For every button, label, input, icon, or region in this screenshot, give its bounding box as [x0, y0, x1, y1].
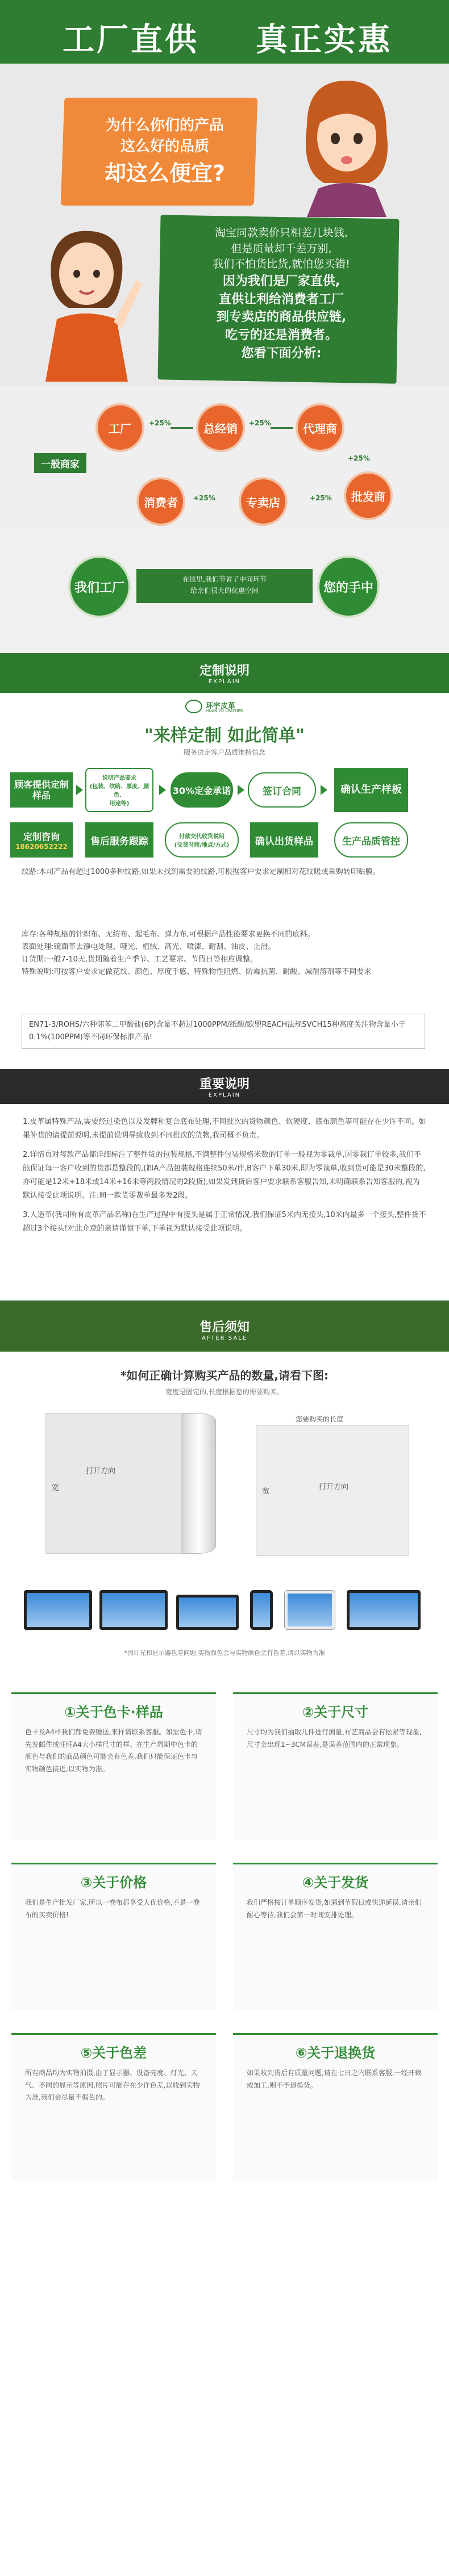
card-shipping: [233, 1863, 438, 2010]
chain-node-factory: 工厂: [95, 403, 144, 452]
direct-banner: [136, 569, 313, 603]
notes-header-cn: 重要说明: [199, 1077, 250, 1092]
card-color-diff-title: ⑤关于色差: [80, 2045, 147, 2061]
card-swatch-text: 色卡及A4样我们都免费赠送,来样请联系客服。如需色卡,请先发邮件或旺旺A4大小样尺寸的样。在生产周期中色卡的颜色与我们的商品颜色可能会有色差,我们只能保证色卡与实物颜色接近,以实物为准。: [25, 1728, 202, 1773]
sheet-open-label: 打开方向: [319, 1483, 349, 1491]
markup-5: +25%: [193, 494, 215, 502]
color-disclaimer: *因灯光和显示器色差问题,实物颜色会与实物颜色会有色差,请以实物为准: [124, 1649, 325, 1657]
custom-details-2: [0, 929, 449, 1062]
roll-diagram: [45, 1413, 182, 1554]
monitor-1: [24, 1590, 92, 1630]
detail-list: [22, 929, 425, 978]
custom-slogan: "来样定制 如此简单": [144, 726, 305, 746]
step-8: 付款交代收货说明 (交货时间/地点/方式): [165, 822, 239, 858]
tablet: [284, 1590, 335, 1630]
intro-section: [0, 64, 449, 386]
markup-1: +25%: [149, 419, 171, 427]
card-size-title: ②关于尺寸: [302, 1704, 369, 1720]
markup-4: +25%: [310, 494, 332, 502]
girl-illustration: [284, 75, 404, 217]
custom-body: [0, 693, 449, 929]
general-merchant-label: 一般商家: [34, 453, 86, 473]
note-1: 1.皮革属特殊产品,需要经过染色以及发牌和复合底布处理,不同批次的货物颜色、软硬度、底布颜色等可能存在少许不同。如果补货的请提前说明,未提前说明导致收到不同批次的货物,我司概不负责。: [23, 1118, 426, 1140]
roll-cylinder: [182, 1413, 216, 1554]
after-header: [0, 1300, 449, 1352]
card-color-diff-text: 所有商品均为实物拍摄,由于显示器、设备亮度、灯光、天气、不同的显示等原因,照片可能存在少许色差,以收到实物为准,我们会尽量不偏色的。: [25, 2069, 200, 2102]
top-banner: [0, 0, 449, 64]
step-9: 售后服务跟踪: [85, 822, 153, 858]
custom-header-en: EXPLAIN: [208, 679, 241, 685]
monitor-2: [99, 1590, 168, 1630]
notes-body: [0, 1104, 449, 1289]
chain-section: [0, 386, 449, 534]
monitor-3: [347, 1590, 421, 1630]
markup-2: +25%: [249, 419, 271, 427]
laptop: [176, 1595, 239, 1630]
info-cards: [0, 1670, 449, 2576]
step-7: 确认出货样品: [250, 822, 318, 858]
step-10: [10, 822, 73, 858]
notes-list: [23, 1115, 426, 1236]
arrow-2: [271, 427, 293, 429]
detail-3: 表面处理:镜面革去静电处理、哑光、植绒、高光、喷漆、耐刮、油皮、止滑。: [22, 943, 276, 952]
detail-5: 特殊说明:可按客户要求定做花纹、颜色、厚度手感、特殊物性阻燃、防霉抗菌、耐酸、减耐溶剂等不同要求: [22, 968, 372, 977]
eco-standard-box: EN71-3/ROHS/六种邻苯二甲酸盐(6P)含量不超过1000PPM/纸酸/欧盟REACH法规SVCH15种高度关注物含量小于0.1%(100PPM)等不同环保标准产品!: [22, 1014, 425, 1049]
brand-logo: [185, 700, 202, 713]
answer-line-3: 我们不怕货比货,就怕您买错!: [213, 258, 350, 271]
step-arrow-2: [159, 785, 166, 795]
step-arrow-3: [238, 785, 244, 795]
card-shipping-text: 我们严格按订单顺序发货,如遇到节假日或快递延误,请亲们耐心等待,我们会第一时间安排处理。: [247, 1898, 422, 1919]
card-return-text: 如果收到货后有质量问题,请在七日之内联系客服,一经开裁或加工,则不予退换货。: [247, 2069, 422, 2089]
chain-node-store: 专卖店: [239, 477, 288, 526]
question-line-2: 这么好的品质: [120, 138, 209, 155]
answer-text: [171, 225, 392, 363]
roll-width-label: 宽: [52, 1484, 60, 1492]
card-swatch: [11, 1692, 216, 1840]
card-shipping-title: ④关于发货: [302, 1875, 369, 1891]
after-header-cn: 售后须知: [199, 1320, 250, 1335]
after-header-en: AFTER SALE: [201, 1335, 248, 1341]
banner-left-title: 工厂直供: [63, 22, 199, 58]
card-return: [233, 2033, 438, 2181]
answer-line-5: 直供让利给消费者工厂: [218, 292, 344, 307]
banner-right-title: 真正实惠: [256, 22, 392, 58]
chain-node-wholesaler: 批发商: [344, 471, 393, 520]
step-5: 确认生产样板: [334, 768, 408, 812]
direct-text-1: 在这里,我们节省了中间环节: [182, 575, 267, 583]
custom-header-cn: 定制说明: [199, 664, 250, 678]
step-10-label: 定制咨询: [23, 831, 60, 842]
question-text: [80, 114, 250, 187]
after-measure: [0, 1352, 449, 1670]
brand-name: 环宇皮革: [206, 702, 236, 710]
answer-line-1: 淘宝同款卖价只相差几块钱,: [214, 227, 348, 239]
chain-node-agent: 代理商: [296, 403, 344, 452]
brand-name-en: HUAN YU LEATHER: [206, 709, 243, 713]
measure-question: *如何正确计算购买产品的数量,请看下图:: [120, 1369, 329, 1382]
answer-line-8: 您看下面分析:: [241, 346, 322, 361]
arrow-1: [171, 427, 193, 429]
notes-header-en: EXPLAIN: [208, 1092, 241, 1098]
chain-node-consumer: 消费者: [136, 477, 185, 526]
card-price-text: 我们是生产批发厂家,所以一卷布都享受大优价格,不是一卷布的买卖价格!: [25, 1898, 200, 1919]
step-2: 说明产品要求 (包装、纹路、厚度、颜色、 用途等): [85, 768, 153, 812]
sheet-length-label: 您要购买的长度: [296, 1415, 344, 1423]
step-arrow-1: [76, 785, 83, 795]
custom-details: [22, 866, 425, 879]
step-3: 30%定金承诺: [171, 772, 233, 808]
direct-section: [0, 534, 449, 653]
direct-node-factory: 我们工厂: [68, 555, 131, 618]
answer-line-6: 到专卖店的商品供应链,: [216, 310, 347, 325]
detail-4: 订货期:一般7-10天,货期随着生产季节、工艺要求、节假日等相应调整。: [22, 955, 258, 964]
question-line-1: 为什么你们的产品: [105, 117, 224, 134]
note-2: 2.详情页对每款产品都详细标注了整件货的包装规格,不满整件包装规格米数的订单一般视为零裁单,因零裁订单较多,我们不能保证每一客户收到的货都是整段的,(卸A产品包装规格连续50米/件,B客户下单30米,即为零裁单,收到货可能是30米整段的,亦可能是12米+18米或14米+16米等两段情况的2段货),如果发到货后客户要求联系客服告知,未明确联系告知客服的,视为默认接受此项说明。注:同一款货零裁单最多发2段。: [23, 1151, 426, 1201]
direct-node-hand: 您的手中: [317, 555, 380, 618]
step-1: 顾客提供定制样品: [10, 772, 73, 808]
woman-illustration: [23, 223, 148, 382]
direct-text-2: 给亲们很大的优惠空间: [190, 587, 259, 595]
phone: [250, 1590, 273, 1630]
roll-open-label: 打开方向: [86, 1467, 116, 1475]
question-line-3: 却这么便宜?: [104, 161, 226, 186]
step-arrow-4: [321, 785, 327, 795]
notes-header: [0, 1069, 449, 1104]
markup-3: +25%: [348, 454, 370, 462]
answer-line-2: 但是质量却千差万别,: [231, 242, 332, 255]
chain-node-distributor: 总经销: [196, 403, 245, 452]
detail-1: 纹路:本司产品有超过1000多种纹路,如果未找到需要的纹路,可根据客户要求定制相对花纹暖或采购转印贴膜。: [22, 868, 380, 876]
card-color-diff: [11, 2033, 216, 2181]
custom-phone[interactable]: 18620652222: [15, 842, 68, 851]
measure-hint: 宽度是固定的,长度根据您的需要购买。: [165, 1388, 284, 1396]
step-6: 生产品质管控: [334, 822, 408, 858]
custom-sub: 服务决定客户品质维持信念: [183, 748, 265, 756]
sheet-width-label: 宽: [262, 1487, 270, 1496]
card-swatch-title: ①关于色卡·样品: [64, 1704, 163, 1720]
custom-header: [0, 653, 449, 693]
note-3: 3.人造革(我司所有皮革产品名称)在生产过程中有接头是属于正常情况,我们保证5米内无接头,10米内最多一个接头,整件货不超过3个接头!对此介意的亲请谨慎下单,下单视为默认接受此项说明。: [23, 1211, 426, 1233]
card-return-title: ⑥关于退换货: [295, 2045, 376, 2061]
detail-2: 库存:各种规格的针织布、无纺布、起毛布、弹力布,可根据产品性能要求更换不同的底料。: [22, 930, 315, 939]
card-size-text: 尺寸均为我们抽取几件进行测量,布艺商品会有松紧等现象,尺寸会出现1~3CM误差,是误差范围内的正常现象。: [247, 1728, 422, 1749]
card-price-title: ③关于价格: [80, 1875, 147, 1891]
sheet-diagram: [256, 1425, 409, 1556]
card-price: [11, 1863, 216, 2010]
step-4: 签订合同: [248, 772, 316, 808]
answer-line-7: 吃亏的还是消费者。: [224, 328, 338, 343]
answer-line-4: 因为我们是厂家直供,: [222, 274, 340, 288]
card-size: [233, 1692, 438, 1840]
